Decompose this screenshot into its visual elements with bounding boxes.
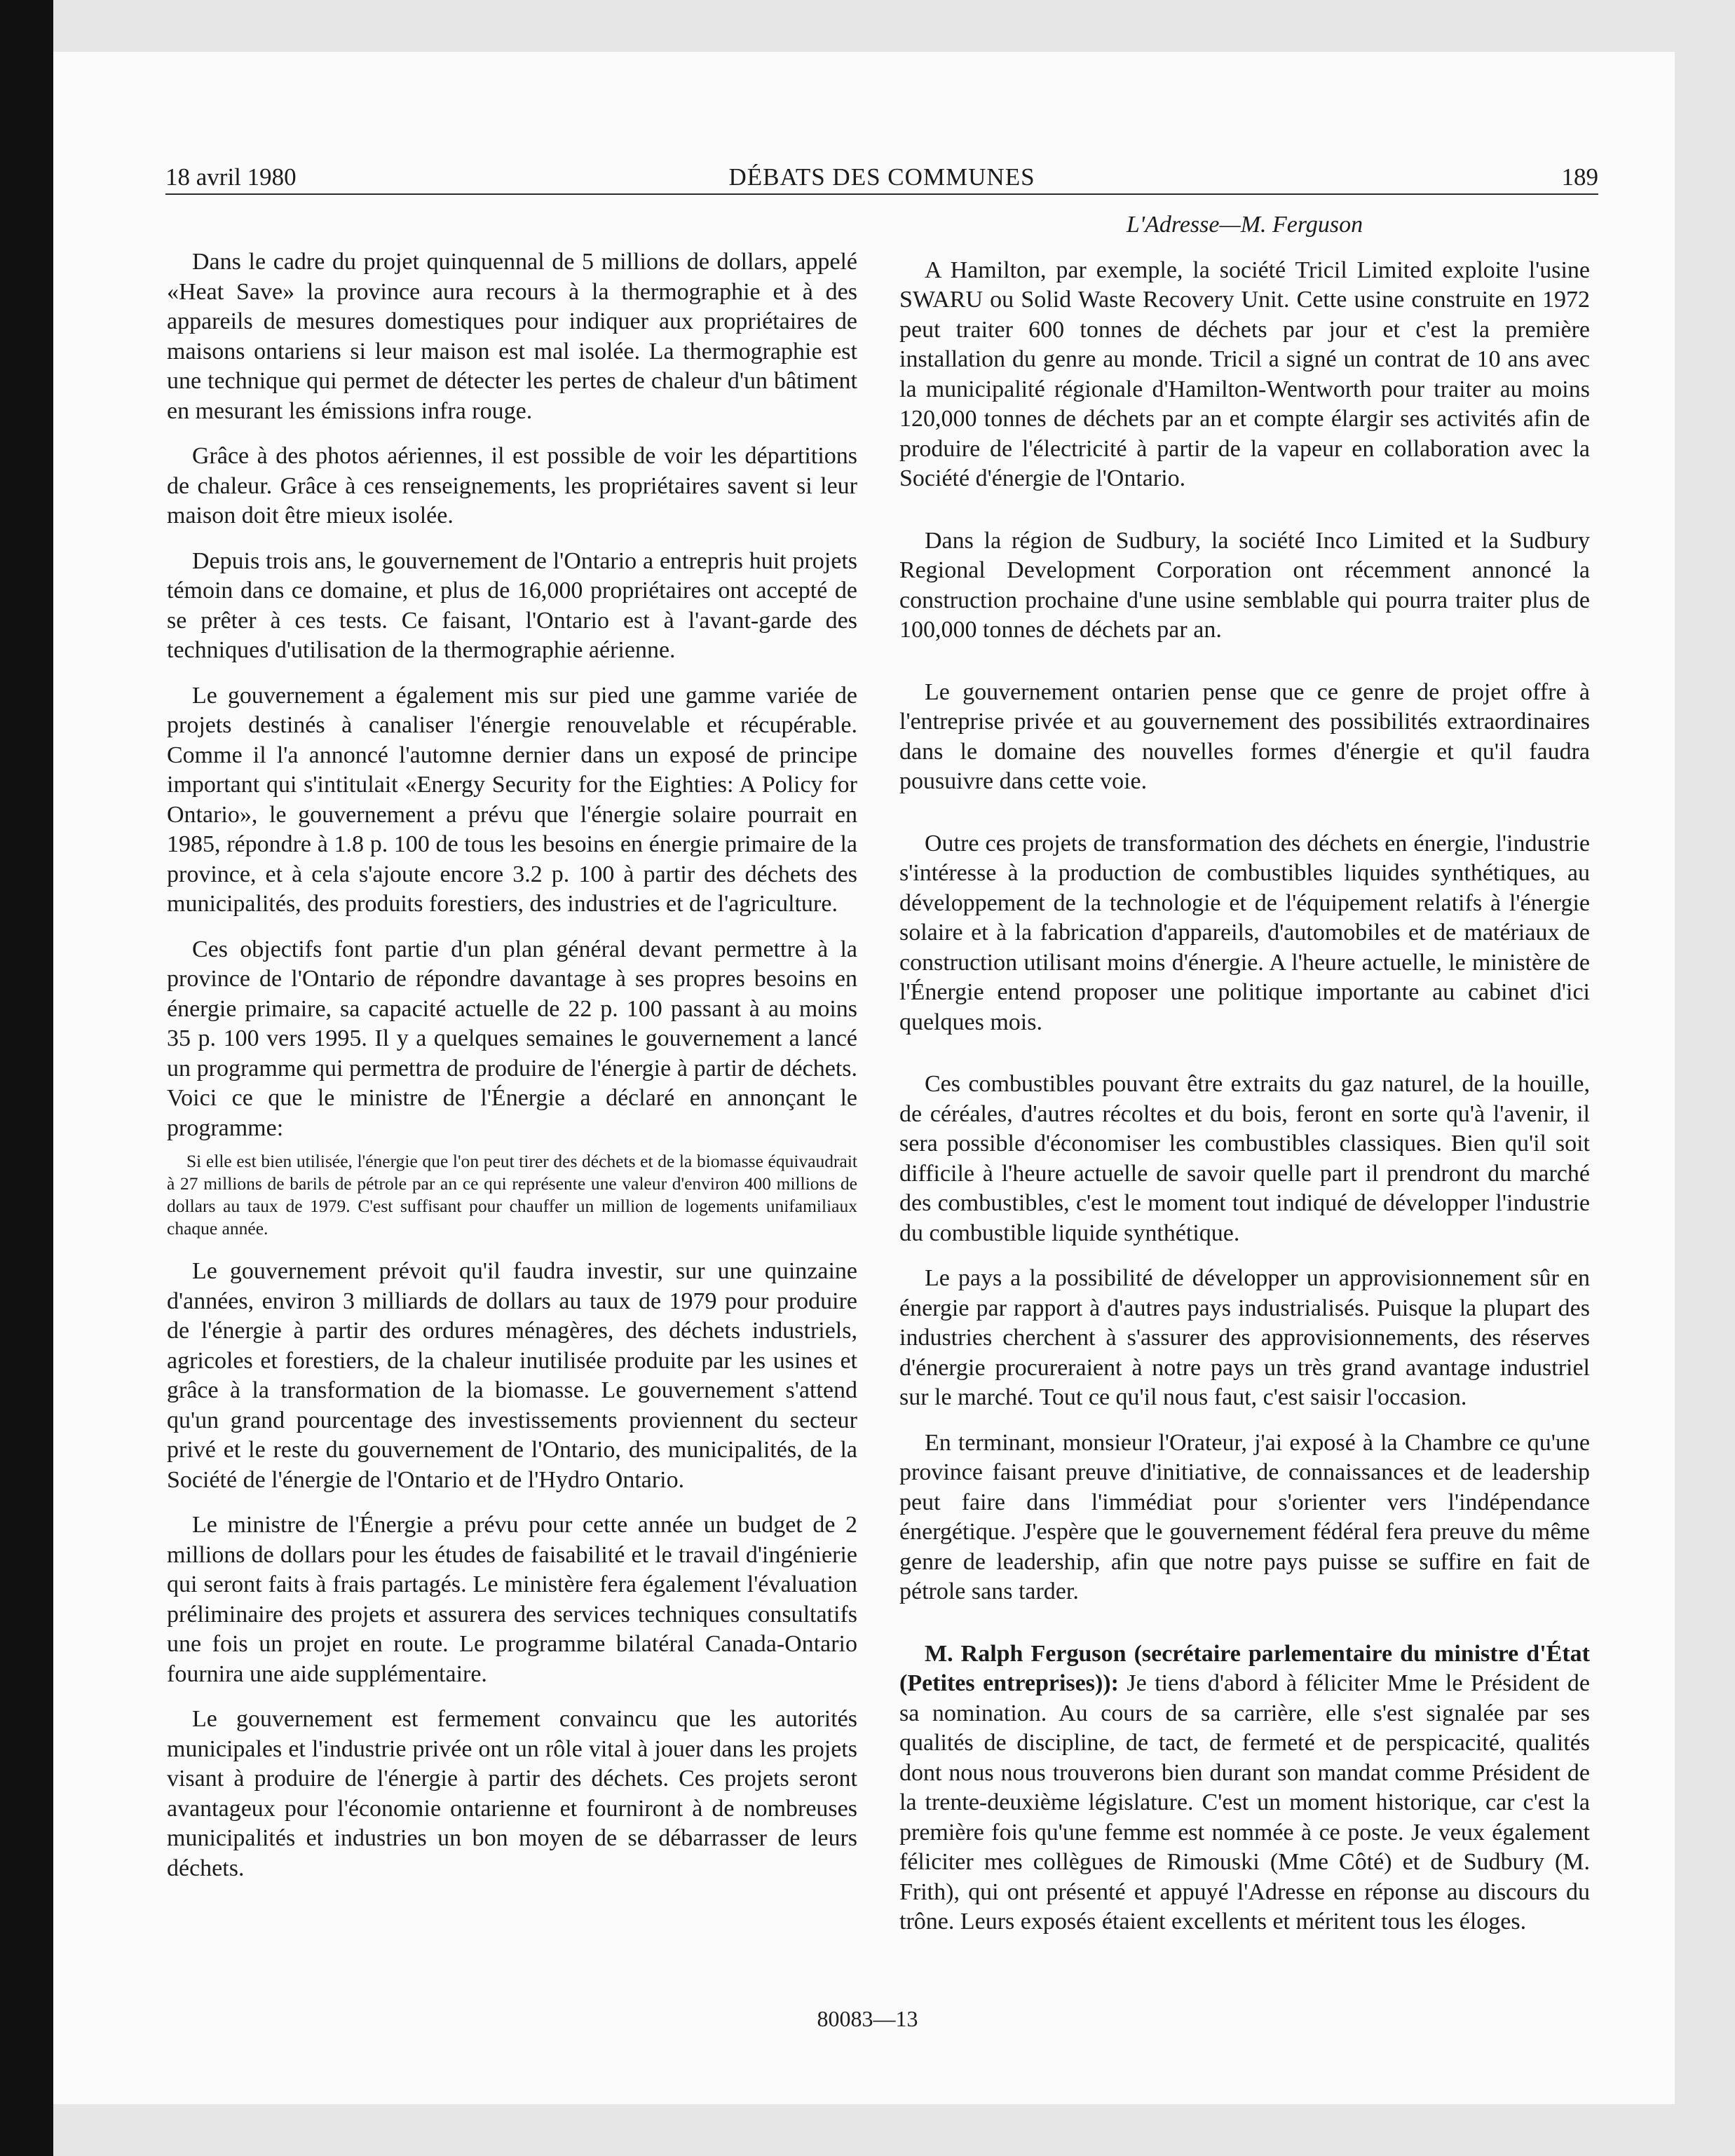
scan-border-top bbox=[53, 0, 1735, 52]
left-column bbox=[167, 247, 857, 1899]
block-quote bbox=[167, 1150, 857, 1240]
speech-text: Je tiens d'abord à féliciter Mme le Président de sa nomination. Au cours de sa carrière, elle s'est signalée par ses qualités de discipline, de tact, de fermeté et de perspicacité, qualités dont nous nous trouverons bien durant son mandat comme Président de la trente-deuxième législature. C'est un moment historique, car c'est la première fois qu'une femme est nommée à ce poste. Je veux également féliciter mes collègues de Rimouski (Mme Côté) et de Sudbury (M. Frith), qui ont présenté et appuyé l'Adresse en réponse au discours du trône. Leurs exposés étaient excellents et méritent tous les éloges. bbox=[899, 1670, 1591, 1935]
paragraph: Le ministre de l'Énergie a prévu pour cette année un budget de 2 millions de dollars pour les études de faisabilité et le travail d'ingénierie qui seront faits à frais partagés. Le ministère fera également l'évaluation préliminaire des projets et assurera des services techniques consultatifs une fois un projet en route. Le programme bilatéral Canada-Ontario fournira une aide supplémentaire. bbox=[167, 1512, 857, 1687]
scan-border-bottom bbox=[53, 2104, 1735, 2156]
paragraph: Le pays a la possibilité de développer un approvisionnement sûr en énergie par rapport à d'autres pays industrialisés. Puisque la plupart des industries cherchent à s'assurer des approvisionnements, des réserves d'énergie procureraient à notre pays un très grand avantage industriel sur le marché. Tout ce qu'il nous faut, c'est saisir l'occasion. bbox=[899, 1265, 1590, 1410]
page-header bbox=[165, 160, 1598, 195]
speaker-name: M. Ralph Ferguson (secrétaire parlementaire du ministre d'État (Petites entreprises)): bbox=[899, 1640, 1590, 1696]
paragraph: A Hamilton, par exemple, la société Tricil Limited exploite l'usine SWARU ou Solid Waste Recovery Unit. Cette usine construite en 1972 peut traiter 600 tonnes de déchets par jour et c'est la première installation du genre au monde. Tricil a signé un contrat de 10 ans avec la municipalité régionale d'Hamilton-Wentworth pour traiter au moins 120,000 tonnes de déchets par an et compte élargir ses activités afin de produire de l'électricité à partir de la vapeur en collaboration avec la Société d'énergie de l'Ontario. bbox=[899, 257, 1590, 491]
paragraph: Le gouvernement ontarien pense que ce genre de projet offre à l'entreprise privée et au gouvernement des possibilités extraordinaires dans le domaine des nouvelles formes d'énergie et qu'il faudra pousuivre dans cette voie. bbox=[899, 678, 1590, 794]
header-page-number: 189 bbox=[1561, 163, 1598, 191]
header-date: 18 avril 1980 bbox=[165, 163, 297, 191]
paragraph: Le gouvernement prévoit qu'il faudra investir, sur une quinzaine d'années, environ 3 milliards de dollars au taux de 1979 pour produire de l'énergie à partir des ordures ménagères, des déchets industriels, agricoles et forestiers, de la chaleur inutilisée produite par les usines et grâce à la transformation de la biomasse. Le gouvernement s'attend qu'un grand pourcentage des investissements proviennent du secteur privé et le reste du gouvernement de l'Ontario, des municipalités, de la Société de l'énergie de l'Ontario et de l'Hydro Ontario. bbox=[167, 1258, 857, 1493]
header-rule bbox=[165, 193, 1598, 195]
running-head: L'Adresse—M. Ferguson bbox=[1126, 212, 1363, 238]
paragraph: Le gouvernement a également mis sur pied une gamme variée de projets destinés à canaliser l'énergie renouvelable et récupérable. Comme il l'a annoncé l'automne dernier dans un exposé de principe important qui s'intitulait «Energy Security for the Eighties: A Policy for Ontario», le gouvernement a prévu que l'énergie solaire pourrait en 1985, répondre à 1.8 p. 100 de tous les besoins en énergie primaire de la province, et à cela s'ajoute encore 3.2 p. 100 à partir des déchets des municipalités, des produits forestiers, des industries et de l'agriculture. bbox=[167, 682, 857, 917]
speech-paragraph bbox=[899, 1639, 1590, 1937]
quote-text: Si elle est bien utilisée, l'énergie que l'on peut tirer des déchets et de la biomasse équivaudrait à 27 millions de barils de pétrole par an ce qui représente une valeur d'environ 400 millions de dollars au taux de 1979. C'est suffisant pour chauffer un million de logements unifamiliaux chaque année. bbox=[167, 1151, 857, 1239]
paragraph: Ces objectifs font partie d'un plan général devant permettre à la province de l'Ontario de répondre davantage à ses propres besoins en énergie primaire, sa capacité actuelle de 22 p. 100 passant à au moins 35 p. 100 vers 1995. Il y a quelques semaines le gouvernement a lancé un programme qui permettra de produire de l'énergie à partir de déchets. Voici ce que le ministre de l'Énergie a déclaré en annonçant le programme: bbox=[167, 936, 857, 1141]
scan-border-left bbox=[0, 0, 53, 2156]
paragraph: Le gouvernement est fermement convaincu que les autorités municipales et l'industrie privée ont un rôle vital à jouer dans les projets visant à produire de l'énergie à partir des déchets. Ces projets seront avantageux pour l'économie ontarienne et fourniront à de nombreuses municipalités et industries un bon moyen de se débarrasser de leurs déchets. bbox=[167, 1706, 857, 1881]
paragraph: Ces combustibles pouvant être extraits du gaz naturel, de la houille, de céréales, d'autres récoltes et du bois, feront en sorte qu'à l'avenir, il sera possible d'économiser les combustibles classiques. Bien qu'il soit difficile à l'heure actuelle de savoir quelle part il prendront du marché des combustibles, c'est le moment tout indiqué de développer l'industrie du combustible liquide synthétique. bbox=[899, 1071, 1590, 1246]
header-journal-title: DÉBATS DES COMMUNES bbox=[728, 163, 1035, 191]
paragraph: Dans la région de Sudbury, la société Inco Limited et la Sudbury Regional Development Corporation ont récemment annoncé la construction prochaine d'une usine semblable qui pourra traiter plus de 100,000 tonnes de déchets par an. bbox=[899, 527, 1590, 643]
paragraph: Grâce à des photos aériennes, il est possible de voir les départitions de chaleur. Grâce à ces renseignements, les propriétaires savent si leur maison doit être mieux isolée. bbox=[167, 443, 857, 528]
scan-border-right bbox=[1675, 52, 1735, 2156]
paragraph: En terminant, monsieur l'Orateur, j'ai exposé à la Chambre ce qu'une province faisant preuve d'initiative, de connaissances et de leadership peut faire dans l'immédiat pour s'orienter vers l'indépendance énergétique. J'espère que le gouvernement fédéral fera preuve du même genre de leadership, afin que notre pays puisse se suffire en fait de pétrole sans tarder. bbox=[899, 1429, 1590, 1604]
page-footer-signature: 80083—13 bbox=[817, 2006, 918, 2031]
paragraph: Dans le cadre du projet quinquennal de 5 millions de dollars, appelé «Heat Save» la province aura recours à la thermographie et à des appareils de mesures domestiques pour indiquer aux propriétaires de maisons ontariens si leur maison est mal isolée. La thermographie est une technique qui permet de détecter les pertes de chaleur d'un bâtiment en mesurant les émissions infra rouge. bbox=[167, 249, 857, 424]
right-column bbox=[899, 210, 1590, 1953]
paragraph: Outre ces projets de transformation des déchets en énergie, l'industrie s'intéresse à la production de combustibles liquides synthétiques, au développement de la technologie et de l'équipement relatifs à l'énergie solaire et à la fabrication d'appareils, d'automobiles et de matériaux de construction utilisant moins d'énergie. A l'heure actuelle, le ministère de l'Énergie entend proposer une politique importante au cabinet d'ici quelques mois. bbox=[899, 830, 1590, 1035]
paragraph: Depuis trois ans, le gouvernement de l'Ontario a entrepris huit projets témoin dans ce domaine, et plus de 16,000 propriétaires ont accepté de se prêter à ces tests. Ce faisant, l'Ontario est à l'avant-garde des techniques d'utilisation de la thermographie aérienne. bbox=[167, 547, 857, 663]
